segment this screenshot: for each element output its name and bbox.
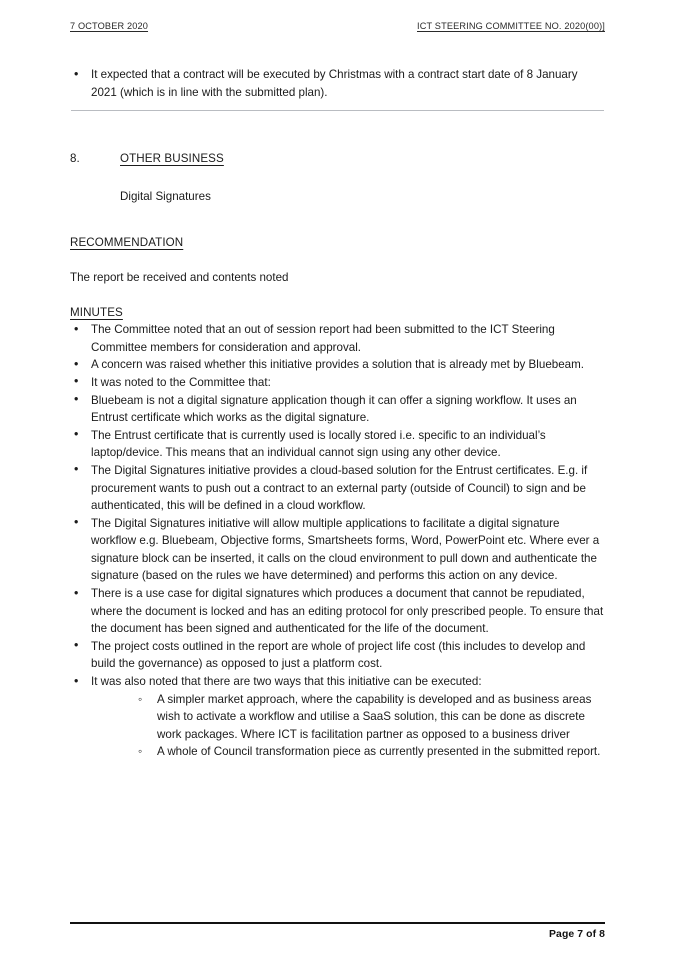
list-item: ◦ A whole of Council transformation piece as currently presented in the submitted report. <box>135 743 605 761</box>
list-item: • The Entrust certificate that is currently used is locally stored i.e. specific to an individual’s laptop/device. This means that an individual cannot sign using any other device. <box>70 427 605 462</box>
list-item: • The Digital Signatures initiative provides a cloud-based solution for the Entrust certificates. E.g. if procurement wants to push out a contract to an external party (outside of Council) to sign and be authenticated, this will be defined in a cloud workflow. <box>70 462 605 515</box>
clause-subject: Digital Signatures <box>120 189 211 203</box>
recommendation-text: The report be received and contents noted <box>70 270 289 284</box>
minutes-bullet-list <box>70 321 605 690</box>
minutes-heading: MINUTES <box>70 305 123 319</box>
list-item: • It was noted to the Committee that: <box>70 374 605 392</box>
list-item: • It was also noted that there are two ways that this initiative can be executed: <box>70 673 605 691</box>
spacer <box>70 252 605 269</box>
list-item: • It expected that a contract will be executed by Christmas with a contract start date of 8 January 2021 (which is in line with the submitted plan). <box>70 66 605 101</box>
list-item: ◦ A simpler market approach, where the capability is developed and as business areas wish to activate a workflow and utilise a SaaS solution, this can be done as discrete work packages. Where ICT is facilitation partner as opposed to a business driver <box>135 691 605 744</box>
running-header <box>70 21 605 31</box>
recommendation-heading: RECOMMENDATION <box>70 236 184 250</box>
header-date: 7 OCTOBER 2020 <box>70 21 149 31</box>
top-bullet-list <box>70 66 605 101</box>
footer-divider <box>70 922 605 924</box>
list-item: • The Committee noted that an out of session report had been submitted to the ICT Steering Committee members for consideration and approval. <box>70 321 605 356</box>
header-committee-reference: ICT STEERING COMMITTEE NO. 2020(00)] <box>417 21 605 31</box>
spacer <box>70 205 605 234</box>
document-body <box>70 66 605 761</box>
list-item: • The project costs outlined in the report are whole of project life cost (this includes to develop and build the governance) as opposed to just a platform cost. <box>70 638 605 673</box>
clause-title: OTHER BUSINESS <box>120 152 224 166</box>
page-number: Page 7 of 8 <box>549 929 605 940</box>
clause-other-business <box>70 150 605 205</box>
clause-number: 8. <box>70 152 80 166</box>
list-item: • There is a use case for digital signatures which produces a document that cannot be repudiated, where the document is locked and has an editing protocol for only prescribed people. To ensure that the document has been signed and authenticated for the life of the document. <box>70 585 605 638</box>
spacer <box>70 287 605 304</box>
list-item: • A concern was raised whether this initiative provides a solution that is already met by Bluebeam. <box>70 356 605 374</box>
execution-options-list <box>70 691 605 761</box>
list-item: • Bluebeam is not a digital signature application though it can offer a signing workflow. It uses an Entrust certificate which works as the digital signature. <box>70 392 605 427</box>
list-item: • The Digital Signatures initiative will allow multiple applications to facilitate a digital signature workflow e.g. Bluebeam, Objective forms, Smartsheets forms, Word, PowerPoint etc. Where ever a signature block can be inserted, it calls on the cloud environment to pull down and authenticate the signature (based on the rules we have determined) and performs this action on any device. <box>70 515 605 585</box>
